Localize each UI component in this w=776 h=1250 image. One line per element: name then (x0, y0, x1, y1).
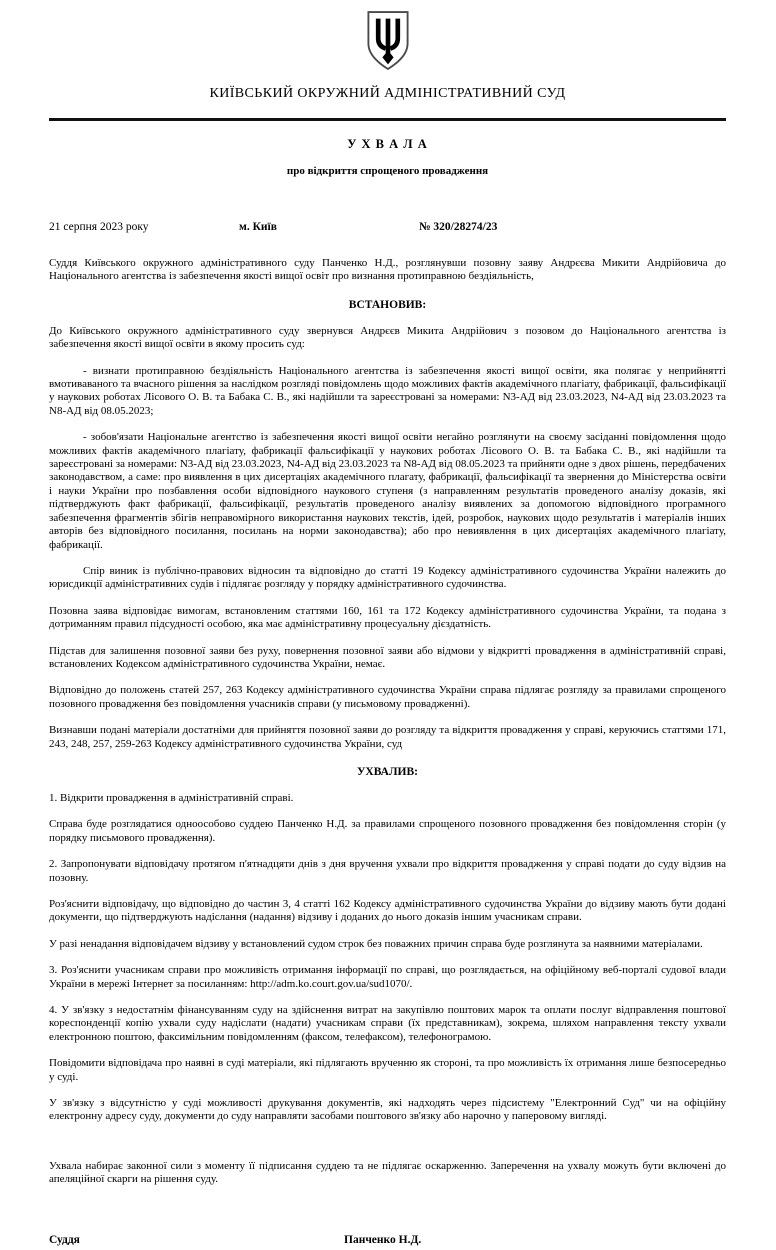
document-meta-row (49, 221, 726, 236)
intro-paragraph: Суддя Київського окружного адміністративного суду Панченко Н.Д., розглянувши позовну заяву Андрєєва Микити Андрійовича до Національного агентства із забезпечення якості вищої освіт про визнання протиправною бездіяльність, (49, 257, 726, 283)
separator-line (49, 118, 726, 121)
paragraph-resolution-1: 1. Відкрити провадження в адміністративній справі. (49, 791, 294, 804)
established-heading: ВСТАНОВИВ: (348, 298, 427, 311)
paragraph-jurisdiction: Спір виник із публічно-правових відносин та відповідно до статті 19 Кодексу адміністративного судочинства України належить до юрисдикції адміністративних судів і підлягає розгляду у порядку адміністративного судочинства. (49, 564, 726, 591)
paragraph-electronic-court: У зв'язку з відсутністю у суді можливості друкування документів, які надходять через підсистему "Електронний Суд" чи на офіційну електронну адресу суду, документи до суду направляти засобами поштового зв'язку або нарочно у паперовому вигляді. (49, 1097, 726, 1123)
paragraph-single-judge: Справа буде розглядатися одноособово суддею Панченко Н.Д. за правилами спрощеного позовного провадження без повідомлення сторін (у порядку письмового провадження). (49, 818, 726, 844)
paragraph-response-docs: Роз'яснити відповідачу, що відповідно до частин 3, 4 статті 162 Кодексу адміністративного судочинства України до відзиву мають бути додані документи, що підтверджують надіслання (надання) відзиву і доданих до нього доказів іншим учасникам справи. (49, 898, 726, 924)
signature-role: Суддя (49, 1233, 80, 1246)
paragraph-claim-2: - зобов'язати Національне агентство із забезпечення якості вищої освіти негайно розглянути на своєму засіданні повідомлення щодо можливих фактів академічного плагіату, фабрикації фальсифікації у наукових роботах Лісового О. В. та Бабака С. В., які надійшли та зареєстровані за номерами: N3-АД від 23.03.2023, N4-АД від 23.03.2023 та N8-АД від 08.05.2023 та прийняти одне з двох рішень, передбачених законодавством, а саме: про виявлення в цих дисертаціях академічного плагату, фабрикації, фальсифікації та звернення до Міністерства освіти і науки України про позбавлення особи відповідного наукового ступеня (з направленням результатів проведеного аналізу доказів, які підтверджують факт фабрикації, фальсифікації, результатів проведеного аналізу виявлених за допомогою відповідного програмного забезпечення фрагментів збігів неправомірного використання наукових текстів, ідей, розробок, наукових щодо результатів і матеріалів інших авторів без відповідного посилання, посилань на норми законодавства); або про невиявлення в цих дисертаціях академічного плагіату, фабрикації. (49, 431, 726, 551)
paragraph-no-response: У разі ненадання відповідачем відзиву у встановлений судом строк без поважних причин справа буде розглянута за наявними матеріалами. (49, 937, 703, 950)
document-city: м. Київ (239, 221, 277, 233)
document-subtitle: про відкриття спрощеного провадження (286, 165, 489, 177)
paragraph-claim-intro: До Київського окружного адміністративного суду звернувся Андрєєв Микита Андрійович з позовом до Національного агентства із забезпечення якості вищої освіти в якому просить суд: (49, 324, 726, 351)
paragraph-notify-materials: Повідомити відповідача про наявні в суді матеріали, які підлягають врученню як стороні, та про можливість їх отримання лише безпосередньо у суді. (49, 1057, 726, 1083)
case-number: № 320/28274/23 (419, 221, 498, 233)
paragraph-procedure-rules: Відповідно до положень статей 257, 263 Кодексу адміністративного судочинства України справа підлягає розгляду за правилами спрощеного позовного провадження без повідомлення учасників справи (у письмовому провадженні). (49, 684, 726, 710)
document-title: У Х В А Л А (347, 137, 428, 151)
signature-block (49, 1234, 726, 1250)
paragraph-resolution-2: 2. Запропонувати відповідачу протягом п'ятнадцяти днів з дня вручення ухвали про відкриття провадження у справі подати до суду відзив на позовну. (49, 858, 726, 884)
paragraph-no-grounds: Підстав для залишення позовної заяви без руху, повернення позовної заяви або відмови у відкритті провадження в адміністративній справі, встановлених Кодексом адміністративного судочинства України, немає. (49, 644, 726, 670)
court-name: КИЇВСЬКИЙ ОКРУЖНИЙ АДМІНІСТРАТИВНИЙ СУД (209, 86, 566, 101)
resolved-heading: УХВАЛИВ: (356, 765, 418, 778)
paragraph-resolution-3-web-portal: 3. Роз'яснити учасникам справи про можливість отримання інформації по справі, що розглядається, на офіційному веб-порталі судової влади України в мережі Інтернет за посиланням: http://adm.ko.court.gov.ua/sud1070/. (49, 964, 726, 990)
signature-name: Панченко Н.Д. (344, 1233, 422, 1246)
paragraph-resolution-4-postal: 4. У зв'язку з недостатнім фінансуванням суду на здійснення витрат на закупівлю поштових марок та оплати послуг відправлення поштової кореспонденції копію ухвали суду надіслати (надати) учасникам справи (їх представникам), зокрема, шляхом направлення тексту ухвали електронною поштою, факсимільним повідомленням (факсом, телефаксом), телефонограмою. (49, 1004, 726, 1043)
closing-paragraph: Ухвала набирає законної сили з моменту її підписання суддею та не підлягає оскарженню. Заперечення на ухвалу можуть бути включені до апеляційної скарги на рішення суду. (49, 1159, 726, 1186)
paragraph-claim-1: - визнати протиправною бездіяльність Національного агентства із забезпечення якості вищої освіти, яка полягає у неприйнятті вмотиваваного та вчасного рішення за наслідком розгляді повідомлень щодо можливих фактів академічного плагіату, фабрикації, фальсифікації у наукових роботах Лісового О. В. та Бабака С. В., які надійшли та зареєстровані за номерами: N3-АД від 23.03.2023, N4-АД від 23.03.2023 та N8-АД від 08.05.2023; (49, 364, 726, 417)
ukraine-trident-icon (360, 10, 416, 72)
paragraph-materials-sufficient: Визнавши подані матеріали достатніми для прийняття позовної заяви до розгляду та відкриття провадження у справі, керуючись статтями 171, 243, 248, 257, 259-263 Кодексу адміністративного судочинства України, суд (49, 724, 726, 750)
court-emblem (49, 10, 726, 77)
document-date: 21 серпня 2023 року (49, 221, 149, 233)
paragraph-compliance: Позовна заява відповідає вимогам, встановленим статтями 160, 161 та 172 Кодексу адміністративного судочинства України, та подана з дотриманням правил підсудності особою, яка має адміністративну процесуальну дієздатність. (49, 604, 726, 631)
